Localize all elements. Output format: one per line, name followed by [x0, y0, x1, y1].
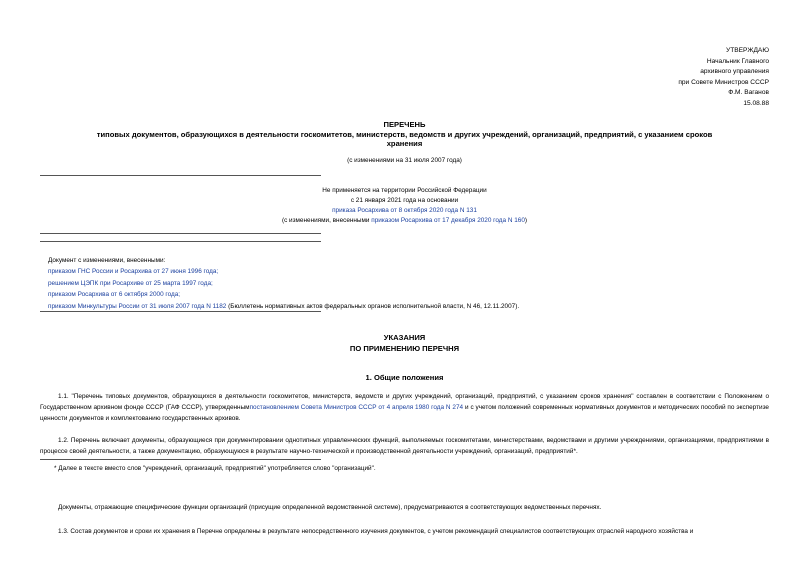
amendments-intro: Документ с изменениями, внесенными:: [48, 257, 166, 264]
notice-text: ): [524, 217, 528, 224]
divider: [40, 175, 321, 176]
approval-line: Ф.М. Ваганов: [728, 89, 769, 97]
notice-line: Не применяется на территории Российской Федерации: [322, 187, 487, 194]
paragraph: 1.3. Состав документов и сроки их хранения в Перечне определены в результате непосредственного изучения документов, с учетом рекомендаций специалистов соответствующих отраслей народного хозяйства и: [58, 528, 694, 535]
approval-block: [678, 46, 769, 110]
approval-date: 15.08.88: [743, 99, 769, 107]
paragraph: Документы, отражающие специфические функции организаций (присущие определенной ведомственной системе), предусматриваются в соответствующих ведомственных перечнях.: [58, 504, 602, 511]
section-heading: 1. Общие положения: [365, 373, 444, 382]
paragraph-text: 1.1. "Перечень типовых документов, образующихся в деятельности госкомитетов, министерств, ведомств и других учреждений, организаций, предприятий, с указанием сроков хранения" составлен в соответствии с Положением о Государственном архивном фонде СССР (ГАФ СССР), утвержденным: [40, 393, 769, 411]
approval-line: УТВЕРЖДАЮ: [726, 47, 769, 54]
title-line: хранения: [386, 139, 423, 149]
approval-line: архивного управления: [700, 68, 769, 76]
heading-line: ПО ПРИМЕНЕНИЮ ПЕРЕЧНЯ: [349, 343, 460, 353]
amendment-item: [48, 289, 519, 300]
amendment-item: [48, 278, 519, 289]
amendment-link[interactable]: приказом Минкультуры России от 31 июля 2007 года N 1182: [48, 302, 227, 310]
divider: [40, 233, 321, 234]
amendment-link[interactable]: приказом Росархива от 6 октября 2000 года;: [48, 291, 181, 299]
divider: [40, 311, 321, 312]
title-line: типовых документов, образующихся в деятельности госкомитетов, министерств, ведомств и других учреждений, организаций, предприятий, с указанием сроков: [96, 129, 713, 139]
order-link[interactable]: приказа Росархива от 8 октября 2020 года N 131: [332, 207, 477, 214]
paragraph: [40, 392, 769, 424]
approval-line: при Совете Министров СССР: [678, 78, 769, 86]
paragraph-text: и с учетом положений современных нормативных документов и методических пособий по экспертизе ценности документов и комплектованию государственных архивов.: [40, 403, 769, 422]
notice-text: (с изменениями, внесенными: [281, 217, 372, 224]
heading-line: УКАЗАНИЯ: [383, 333, 426, 342]
divider: [40, 241, 321, 242]
instructions-heading: [40, 333, 769, 354]
amendment-link[interactable]: приказом ГНС России и Росархива от 27 июня 1996 года;: [48, 268, 219, 276]
amendment-link[interactable]: решением ЦЭПК при Росархиве от 25 марта 1997 года;: [48, 279, 213, 287]
decree-link[interactable]: постановлением Совета Министров СССР от 4 апреля 1980 года N 274: [249, 403, 464, 411]
amendment-item: [48, 266, 519, 277]
changes-note: (с изменениями на 31 июля 2007 года): [347, 157, 462, 164]
not-apply-notice: [40, 186, 769, 226]
footnote: * Далее в тексте вместо слов "учреждений, организаций, предприятий" употребляется слово "организаций".: [54, 465, 376, 472]
notice-line: [40, 216, 769, 226]
paragraph: 1.2. Перечень включает документы, образующиеся при документировании однотипных управленческих функций, выполняемых госкомитетами, министерствами, ведомствами и другими учреждениями, организациями, предприятиями в процессе своей деятельности, а также документацию, образующуюся в результате научно-технической и производственной деятельности учреждений, организаций, предприятий*.: [40, 437, 769, 455]
amendment-suffix: (Бюллетень нормативных актов федеральных органов исполнительной власти, N 46, 12.11.2007).: [226, 302, 520, 310]
divider: [40, 459, 321, 460]
title-line: ПЕРЕЧЕНЬ: [383, 120, 426, 129]
amendments-block: [48, 255, 519, 312]
order-link[interactable]: приказом Росархива от 17 декабря 2020 года N 160: [371, 217, 525, 224]
document-title: [40, 120, 769, 149]
approval-line: Начальник Главного: [706, 57, 769, 65]
notice-line: с 21 января 2021 года на основании: [350, 197, 459, 204]
